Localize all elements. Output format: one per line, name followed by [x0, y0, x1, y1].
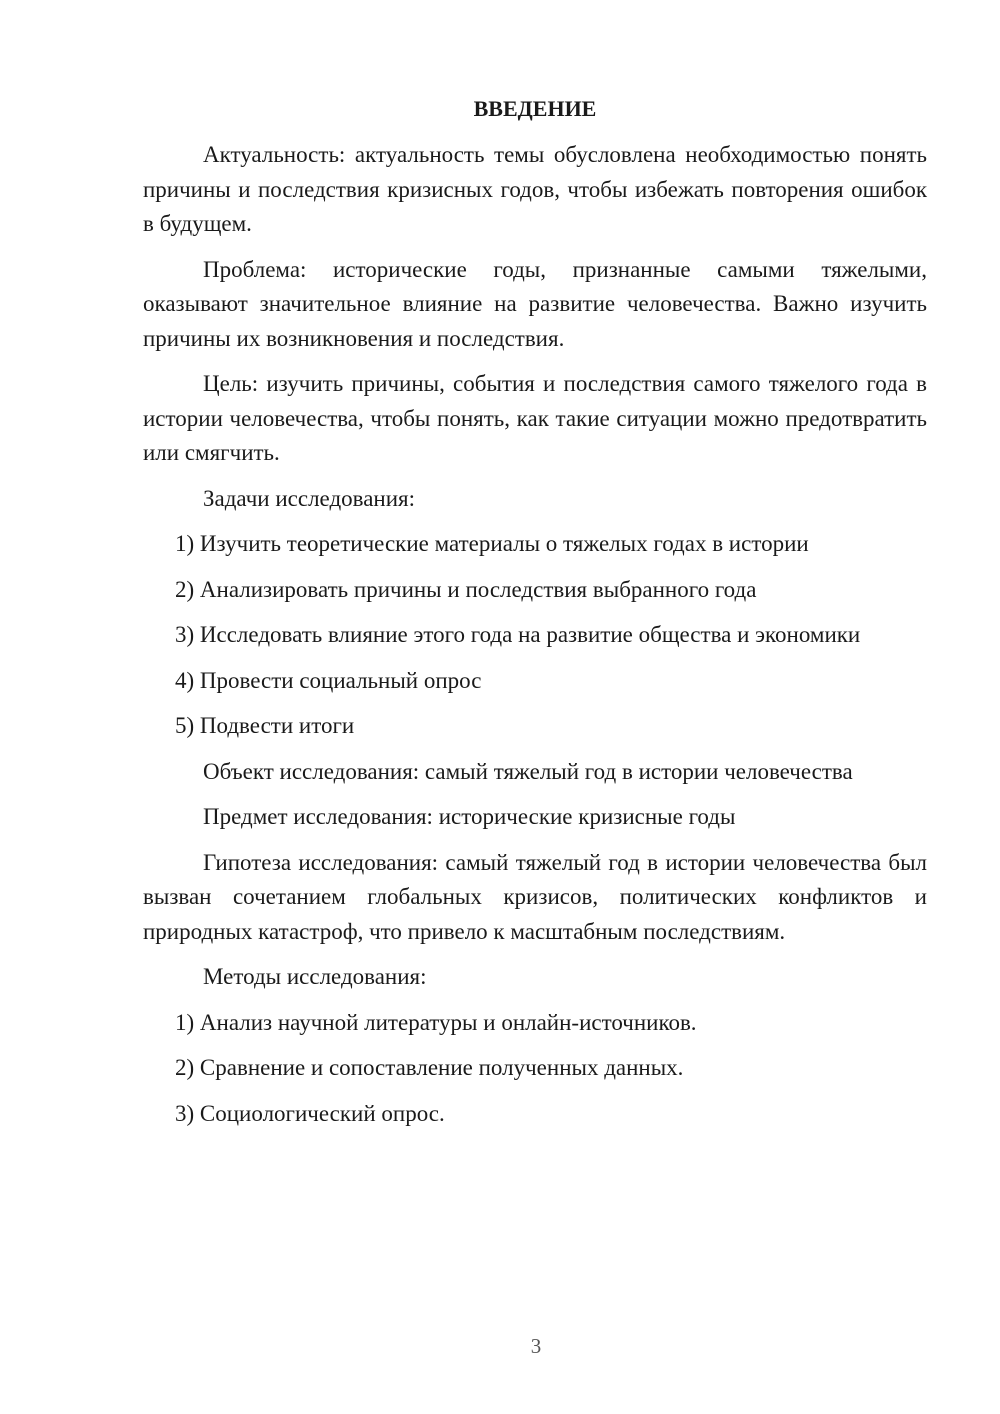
section-title: ВВЕДЕНИЕ: [473, 96, 597, 121]
page-number: 3: [530, 1334, 542, 1358]
task-item: 2) Анализировать причины и последствия выбранного года: [175, 576, 757, 602]
task-item: 1) Изучить теоретические материалы о тяжелых годах в истории: [175, 531, 809, 556]
method-item: 3) Социологический опрос.: [175, 1100, 445, 1126]
task-item: 5) Подвести итоги: [175, 713, 355, 738]
methods-label: Методы исследования:: [203, 964, 427, 989]
hypothesis-paragraph: Гипотеза исследования: самый тяжелый год в истории человечества был вызван сочетанием глобальных кризисов, политических конфликтов и природных катастроф, что привело к масштабным последствиям.: [143, 849, 927, 944]
relevance-paragraph: Актуальность: актуальность темы обусловлена необходимостью понять причины и последствия кризисных годов, чтобы избежать повторения ошибок в будущем.: [143, 142, 927, 236]
method-item: 2) Сравнение и сопоставление полученных данных.: [175, 1055, 684, 1080]
task-item: 3) Исследовать влияние этого года на развитие общества и экономики: [175, 622, 861, 647]
method-item: 1) Анализ научной литературы и онлайн-источников.: [175, 1009, 697, 1035]
document-body: [143, 92, 927, 1142]
tasks-label: Задачи исследования:: [203, 485, 416, 511]
research-subject: Предмет исследования: исторические кризисные годы: [203, 804, 736, 829]
goal-paragraph: Цель: изучить причины, события и последствия самого тяжелого года в истории человечества, чтобы понять, как такие ситуации можно предотвратить или смягчить.: [143, 371, 927, 465]
task-item: 4) Провести социальный опрос: [175, 667, 482, 693]
research-object: Объект исследования: самый тяжелый год в истории человечества: [203, 758, 853, 784]
problem-paragraph: Проблема: исторические годы, признанные самыми тяжелыми, оказывают значительное влияние на развитие человечества. Важно изучить причины их возникновения и последствия.: [143, 256, 927, 351]
